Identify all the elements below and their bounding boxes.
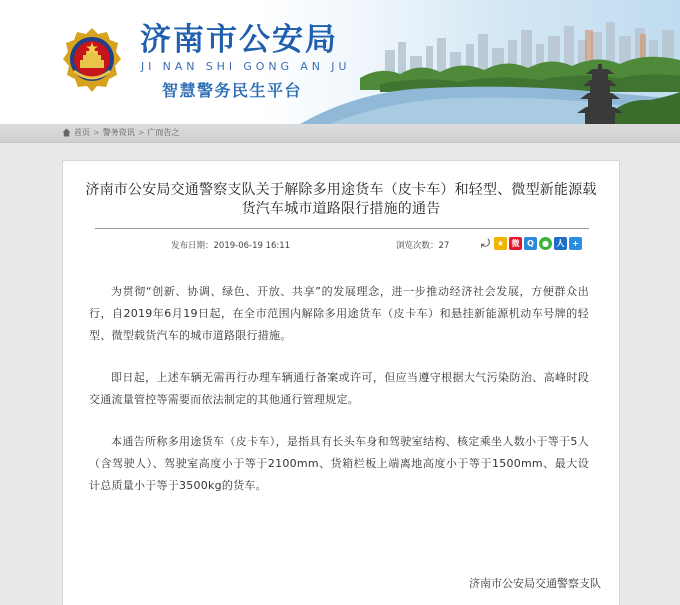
more-icon[interactable]: + (569, 237, 582, 250)
article-paragraph: 即日起，上述车辆无需再行办理车辆通行备案或许可，但应当遵守根据大气污染防治、高峰时段交通流量管控等需要而依法制定的其他通行管理规定。 (89, 371, 589, 406)
weibo-icon[interactable]: 微 (509, 237, 522, 250)
breadcrumb-news-link[interactable]: 警务资讯 (102, 128, 135, 137)
breadcrumb-bar (0, 124, 680, 143)
qq-icon[interactable]: Q (524, 237, 537, 250)
title-divider (95, 228, 589, 229)
breadcrumb-home-link[interactable]: 首页 (74, 128, 90, 137)
police-emblem-icon (62, 27, 122, 93)
site-title: 济南市公安局 (140, 22, 338, 58)
breadcrumb (62, 127, 179, 138)
breadcrumb-separator: > (93, 128, 100, 137)
site-pinyin: JI NAN SHI GONG AN JU (141, 60, 351, 73)
article-paragraph: 本通告所称多用途货车（皮卡车），是指具有长头车身和驾驶室结构、核定乘坐人数小于等于5人（含驾驶人）、驾驶室高度小于等于2100mm、货箱栏板上端离地高度小于等于1500mm、最大设计总质量小于等于3500kg的货车。 (89, 435, 589, 492)
article-title: 济南市公安局交通警察支队关于解除多用途货车（皮卡车）和轻型、微型新能源载货汽车城市道路限行措施的通告 (85, 182, 597, 217)
home-icon (62, 128, 71, 137)
qzone-icon[interactable]: ★ (494, 237, 507, 250)
breadcrumb-notice-link[interactable]: 广而告之 (147, 128, 180, 137)
share-toolbar (479, 235, 584, 251)
breadcrumb-separator: > (137, 128, 145, 137)
view-count: 浏览次数：27 (396, 241, 450, 251)
renren-icon[interactable]: 人 (554, 237, 567, 250)
share-icon[interactable]: ⤾ (480, 236, 491, 250)
article-paragraph: 为贯彻“创新、协调、绿色、开放、共享”的发展理念，进一步推动经济社会发展，方便群众出行，自2019年6月19日起，在全市范围内解除多用途货车（皮卡车）和悬挂新能源机动车号牌的轻型、微型载货汽车的城市道路限行措施。 (89, 285, 589, 342)
article-card (62, 160, 620, 605)
publish-date: 发布日期：2019-06-19 16:11 (171, 241, 291, 251)
wechat-icon[interactable]: ● (539, 237, 552, 250)
article-body (89, 281, 589, 497)
site-slogan: 智慧警务民生平台 (162, 81, 303, 100)
header-banner (0, 0, 680, 124)
article-signature: 济南市公安局交通警察支队 (469, 577, 601, 590)
